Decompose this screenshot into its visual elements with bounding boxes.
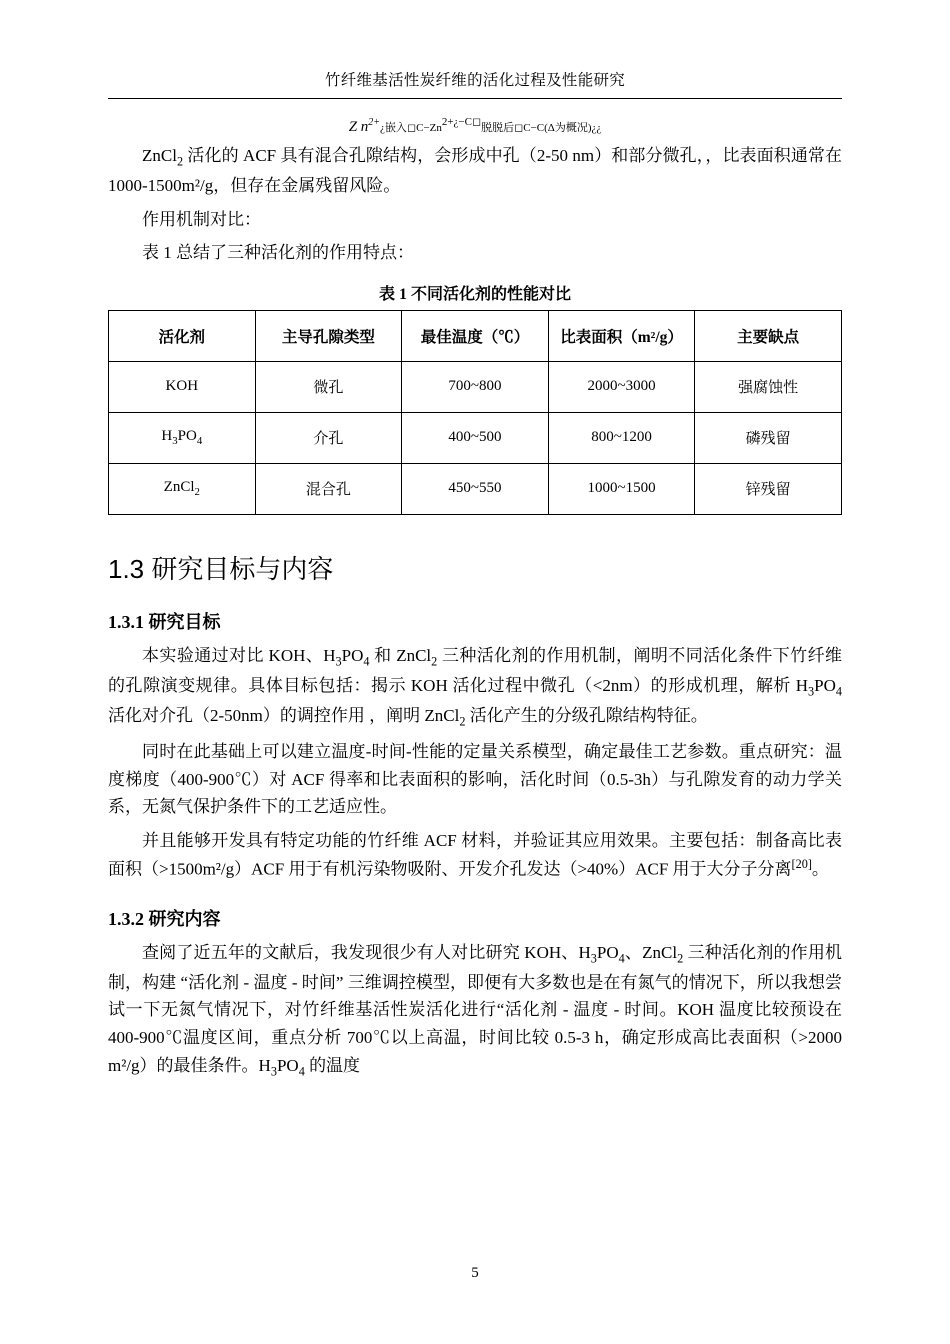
paragraph-zncl2-structure [108,142,842,200]
cell-area-h3po4: 800~1200 [548,412,695,463]
column-header-area: 比表面积（m²/g） [548,310,695,361]
paragraph-objective-2: 同时在此基础上可以建立温度-时间-性能的定量关系模型，确定最佳工艺参数。重点研究：温度梯度（400-900℃）对 ACF 得率和比表面积的影响，活化时间（0.5-3h）与孔隙发育的动力学关系，无氮气保护条件下的工艺适应性。 [108,742,842,817]
section-heading-1-3: 1.3 研究目标与内容 [108,553,334,584]
cell-agent-koh: KOH [109,361,256,412]
formula-sup2: 2+¿−C◻ [441,116,482,128]
page-header [108,0,842,99]
formula-part5: ◻C−C(Δ为概况)¿ [514,122,597,134]
paragraph-table-intro: 表 1 总结了三种活化剂的作用特点： [142,243,414,263]
column-header-drawback: 主要缺点 [695,310,842,361]
cell-pore-h3po4: 介孔 [255,412,402,463]
cell-temp-h3po4: 400~500 [402,412,549,463]
table-row [109,412,842,463]
table-caption: 表 1 不同活化剂的性能对比 [378,285,571,303]
activator-comparison-table [108,310,842,515]
table-row [109,361,842,412]
section-heading-1-3-2: 1.3.2 研究内容 [108,908,221,929]
citation-20: [20] [791,856,812,871]
cell-agent-h3po4: $H_3PO_4$ [109,412,256,463]
text-zncl2-2: 活化的 ACF 具有混合孔隙结构，会形成中孔（2-50 nm）和部分微孔，，比表面积通常在 1000-1500m²/g，但存在金属残留风险。 [108,146,842,196]
cell-temp-zncl2: 450~550 [402,463,549,514]
column-header-temp: 最佳温度（℃） [402,310,549,361]
formula-sup1: 2+ [368,117,381,128]
cell-area-koh: 2000~3000 [548,361,695,412]
header-divider [108,98,842,99]
table-header-row [109,310,842,361]
cell-pore-koh: 微孔 [255,361,402,412]
cell-pore-zncl2: 混合孔 [255,463,402,514]
page-number: 5 [471,1265,479,1281]
formula-mid: ¿ [380,122,385,134]
column-header-pore: 主导孔隙类型 [255,310,402,361]
section-heading-1-3-1: 1.3.1 研究目标 [108,611,221,632]
paragraph-mechanism-compare: 作用机制对比： [142,209,261,229]
formula-part3: ◻C−Zn [406,122,442,134]
text-zncl2-1: ZnCl [142,146,177,165]
formula-part2: 嵌入 [384,122,407,134]
table-row [109,463,842,514]
cell-drawback-koh: 强腐蚀性 [695,361,842,412]
chemical-formula [108,115,842,136]
paragraph-content-1: 查阅了近五年的文献后，我发现很少有人对比研究 KOH、$H_3PO_4$、ZnCl$_2$ 三种活化剂的作用机制，构建 “活化剂 - 温度 - 时间” 三维调控模型，即便有大多数也是在有氮气的情况下，所以我想尝试一下无氮气情况下，对竹纤维基活性炭活化进行“活化剂 - 温度 - 时间。KOH 温度比较预设在 400-900℃温度区间，重点分析 700℃以上高温，时间比较 0.5-3 h，确定形成高比表面积（>2000 m²/g）的最佳条件。$H_3PO_4$ 的温度 [108,942,843,1078]
running-title: 竹纤维基活性炭纤维的活化过程及性能研究 [324,72,626,89]
column-header-agent: 活化剂 [109,310,256,361]
sub-2: 2 [176,154,184,169]
page-footer [0,1265,950,1282]
paragraph-objective-3: 并且能够开发具有特定功能的竹纤维 ACF 材料，并验证其应用效果。主要包括：制备高比表面积（>1500m²/g）ACF 用于有机污染物吸附、开发介孔发达（>40%）ACF 用于大分子分离[20]。 [108,831,842,879]
formula-part4: 脱脱后 [481,122,515,134]
cell-agent-zncl2: ZnCl$_2$ [109,463,256,514]
cell-area-zncl2: 1000~1500 [548,463,695,514]
paragraph-objective-1: 本实验通过对比 KOH、$H_3PO_4$ 和 ZnCl$_2$ 三种活化剂的作用机制，阐明不同活化条件下竹纤维的孔隙演变规律。具体目标包括：揭示 KOH 活化过程中微孔（<2nm）的形成机理，解析 $H_3PO_4$ 活化对介孔（2-50nm）的调控作用 ，阐明 ZnCl$_2$ 活化产生的分级孔隙结构特征。 [108,645,843,729]
formula-zn: Z n [348,119,369,135]
formula-tail: ¿ [596,122,602,134]
cell-drawback-h3po4: 磷残留 [695,412,842,463]
cell-temp-koh: 700~800 [402,361,549,412]
cell-drawback-zncl2: 锌残留 [695,463,842,514]
